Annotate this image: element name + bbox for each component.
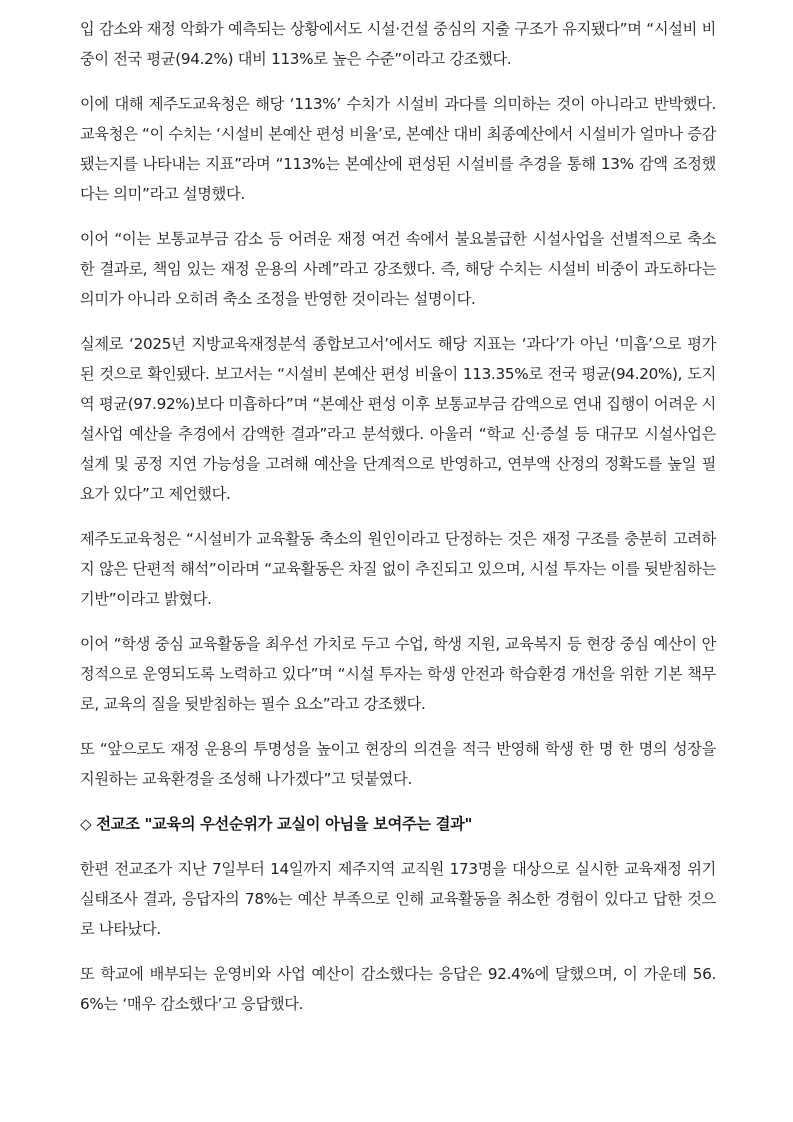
paragraph: 한편 전교조가 지난 7일부터 14일까지 제주지역 교직원 173명을 대상으로 실시한 교육재정 위기 실태조사 결과, 응답자의 78%는 예산 부족으로 인해 교육활동을 취소한 경험이 있다고 답한 것으로 나타났다. [80,860,716,938]
paragraph: 이에 대해 제주도교육청은 해당 ‘113%’ 수치가 시설비 과다를 의미하는 것이 아니라고 반박했다. 교육청은 “이 수치는 ‘시설비 본예산 편성 비율’로, 본예산 대비 최종예산에서 시설비가 얼마나 증감됐는지를 나타내는 지표”라며 “113%는 본예산에 편성된 시설비를 추경을 통해 13% 감액 조정했다는 의미”라고 설명했다. [80,95,716,203]
paragraph: 제주도교육청은 “시설비가 교육활동 축소의 원인이라고 단정하는 것은 재정 구조를 충분히 고려하지 않은 단편적 해석”이라며 “교육활동은 차질 없이 추진되고 있으며, 시설 투자는 이를 뒷받침하는 기반”이라고 밝혔다. [80,530,716,608]
paragraph: 또 학교에 배부되는 운영비와 사업 예산이 감소했다는 응답은 92.4%에 달했으며, 이 가운데 56.6%는 ‘매우 감소했다’고 응답했다. [80,965,716,1013]
paragraph: 입 감소와 재정 악화가 예측되는 상황에서도 시설·건설 중심의 지출 구조가 유지됐다”며 “시설비 비중이 전국 평균(94.2%) 대비 113%로 높은 수준”이라고 강조했다. [80,20,716,68]
paragraph: 또 “앞으로도 재정 운용의 투명성을 높이고 현장의 의견을 적극 반영해 학생 한 명 한 명의 성장을 지원하는 교육환경을 조성해 나가겠다”고 덧붙였다. [80,740,716,788]
paragraph: 실제로 ‘2025년 지방교육재정분석 종합보고서’에서도 해당 지표는 ‘과다’가 아닌 ‘미흡’으로 평가된 것으로 확인됐다. 보고서는 “시설비 본예산 편성 비율이 113.35%로 전국 평균(94.20%), 도지역 평균(97.92%)보다 미흡하다”며 “본예산 편성 이후 보통교부금 감액으로 연내 집행이 어려운 시설사업 예산을 추경에서 감액한 결과”라고 분석했다. 아울러 “학교 신·증설 등 대규모 시설사업은 설계 및 공정 지연 가능성을 고려해 예산을 단계적으로 반영하고, 연부액 산정의 정확도를 높일 필요가 있다”고 제언했다. [80,335,716,503]
section-subheading: ◇ 전교조 "교육의 우선순위가 교실이 아님을 보여주는 결과" [80,815,473,833]
paragraph: 이어 “이는 보통교부금 감소 등 어려운 재정 여건 속에서 불요불급한 시설사업을 선별적으로 축소한 결과로, 책임 있는 재정 운용의 사례”라고 강조했다. 즉, 해당 수치는 시설비 비중이 과도하다는 의미가 아니라 오히려 축소 조정을 반영한 것이라는 설명이다. [80,230,716,308]
paragraph: 이어 “학생 중심 교육활동을 최우선 가치로 두고 수업, 학생 지원, 교육복지 등 현장 중심 예산이 안정적으로 운영되도록 노력하고 있다”며 “시설 투자는 학생 안전과 학습환경 개선을 위한 기본 책무로, 교육의 질을 뒷받침하는 필수 요소”라고 강조했다. [80,635,716,713]
article-body [80,14,716,1034]
